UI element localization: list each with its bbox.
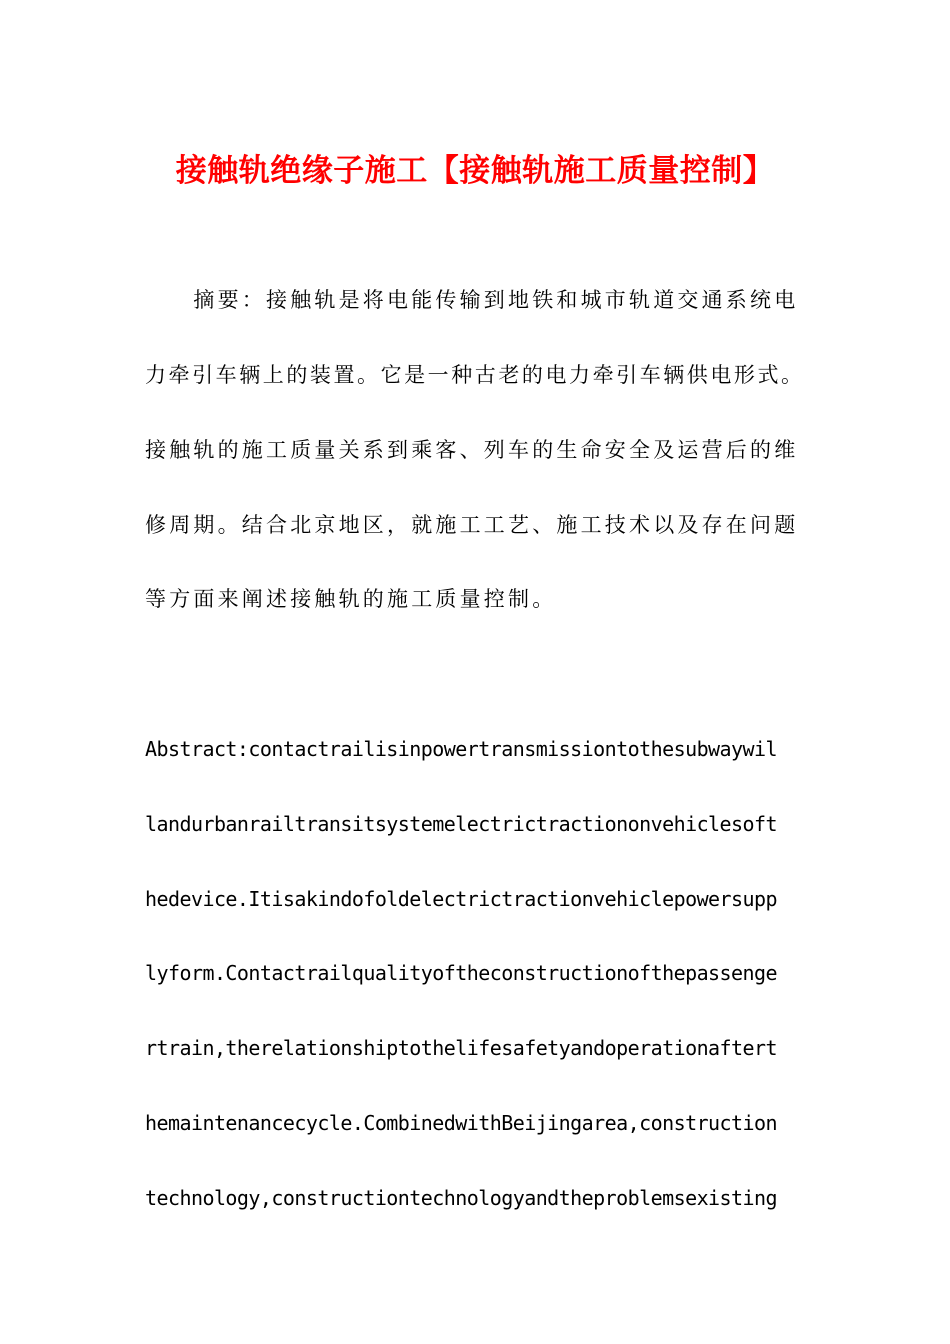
abstract-en-line: Abstract:contactrailisinpowertransmissiontothesubwaywil <box>145 737 778 761</box>
abstract-cn-line: 摘要：接触轨是将电能传输到地铁和城市轨道交通系统电 <box>145 288 799 312</box>
document-title: 接触轨绝缘子施工【接触轨施工质量控制】 <box>175 153 775 189</box>
abstract-cn-line: 接触轨的施工质量关系到乘客、列车的生命安全及运营后的维 <box>145 438 799 462</box>
abstract-en-line: landurbanrailtransitsystemelectrictractiononvehiclesoft <box>145 812 778 836</box>
abstract-en-line: hedevice.Itisakindofoldelectrictractionvehiclepowersupp <box>145 887 778 911</box>
abstract-en-line: hemaintenancecycle.CombinedwithBeijingarea,construction <box>145 1111 778 1135</box>
abstract-cn-line: 修周期。结合北京地区，就施工工艺、施工技术以及存在问题 <box>145 513 799 537</box>
abstract-cn-line: 等方面来阐述接触轨的施工质量控制。 <box>145 587 557 611</box>
abstract-en-line: lyform.Contactrailqualityoftheconstructionofthepassenge <box>145 961 778 985</box>
abstract-cn-line: 力牵引车辆上的装置。它是一种古老的电力牵引车辆供电形式。 <box>145 363 805 387</box>
abstract-en-line: technology,constructiontechnologyandtheproblemsexisting <box>145 1186 778 1210</box>
abstract-en-line: rtrain,therelationshiptothelifesafetyandoperationaftert <box>145 1036 778 1060</box>
